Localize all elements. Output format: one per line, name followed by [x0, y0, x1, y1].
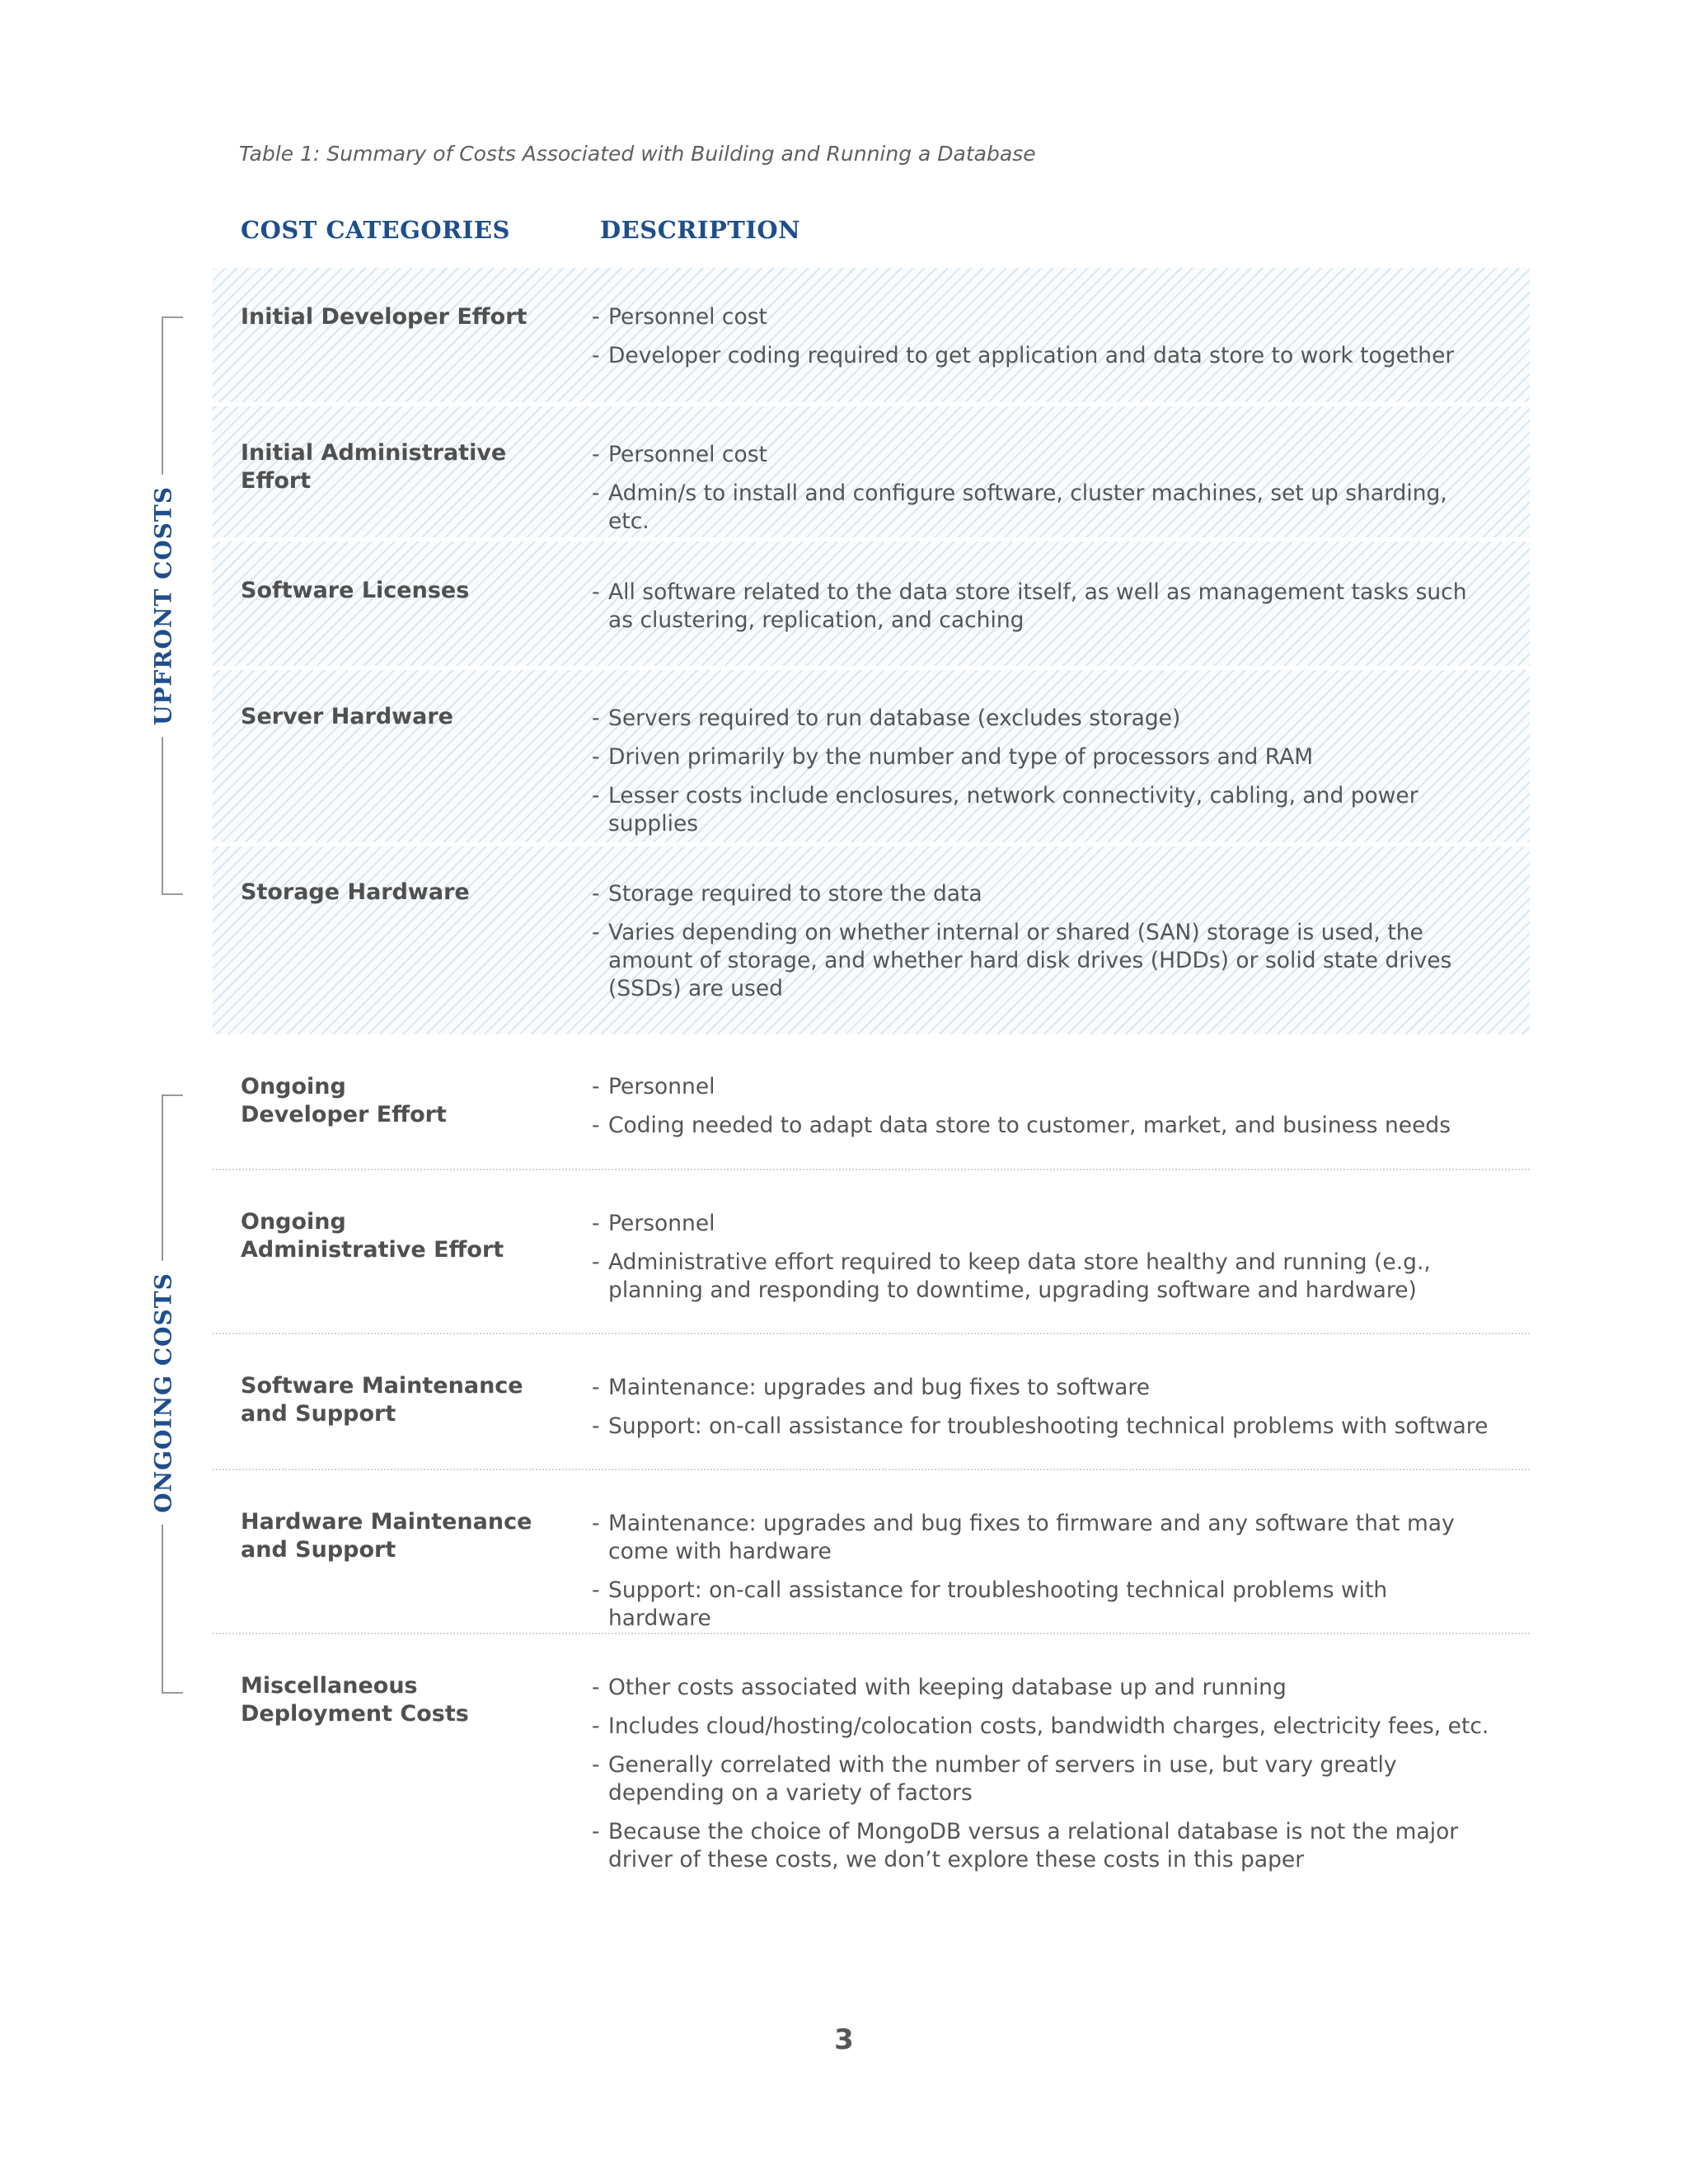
upfront-costs-label: UPFRONT COSTS — [150, 475, 177, 737]
category-ongoing-administrative-effort: Ongoing Administrative Effort — [241, 1209, 504, 1263]
description-software-maintenance-support — [592, 1374, 1490, 1451]
description-initial-administrative-effort — [592, 441, 1490, 546]
category-ongoing-developer-effort: Ongoing Developer Effort — [241, 1074, 447, 1127]
ongoing-bracket-bottom — [162, 1692, 183, 1694]
category-hardware-maintenance-support: Hardware Maintenance and Support — [241, 1509, 532, 1563]
description-hardware-maintenance-support — [592, 1510, 1490, 1643]
category-miscellaneous-deployment-costs: Miscellaneous Deployment Costs — [241, 1673, 469, 1727]
list-item: - All software related to the data store itself, as well as management tasks such as clustering, replication, and caching — [592, 579, 1467, 633]
list-item: - Servers required to run database (excludes storage) — [592, 705, 1181, 731]
list-item: - Includes cloud/hosting/colocation costs, bandwidth charges, electricity fees, etc. — [592, 1713, 1489, 1739]
row-separator — [213, 1333, 1530, 1334]
list-item: - Because the choice of MongoDB versus a relational database is not the major driver of these costs, we don’t explore these costs in this paper — [592, 1819, 1459, 1872]
hatch-divider — [213, 402, 1530, 406]
ongoing-costs-label: ONGOING COSTS — [150, 1261, 177, 1525]
description-miscellaneous-deployment-costs — [592, 1674, 1490, 1885]
list-item: - Coding needed to adapt data store to customer, market, and business needs — [592, 1113, 1451, 1138]
description-ongoing-administrative-effort — [592, 1210, 1490, 1315]
list-item: - Generally correlated with the number of servers in use, but vary greatly depending on a variety of factors — [592, 1752, 1397, 1806]
hatch-divider — [213, 666, 1530, 670]
page-number: 3 — [834, 2023, 854, 2056]
upfront-bracket-bottom — [162, 893, 183, 895]
list-item: - Personnel — [592, 1074, 715, 1099]
list-item: - Maintenance: upgrades and bug fixes to software — [592, 1375, 1151, 1400]
description-ongoing-developer-effort — [592, 1073, 1490, 1151]
list-item: - Developer coding required to get application and data store to work together — [592, 343, 1455, 368]
table-caption: Table 1: Summary of Costs Associated with Building and Running a Database — [239, 142, 1036, 166]
description-software-licenses — [592, 579, 1490, 645]
description-server-hardware — [592, 705, 1490, 849]
list-item: - Lesser costs include enclosures, network connectivity, cabling, and power supplies — [592, 783, 1418, 837]
list-item: - Varies depending on whether internal or shared (SAN) storage is used, the amount of storage, and whether hard disk drives (HDDs) or solid state drives (SSDs) are used — [592, 920, 1452, 1001]
row-separator — [213, 1169, 1530, 1170]
list-item: - Driven primarily by the number and type of processors and RAM — [592, 744, 1314, 770]
list-item: - Admin/s to install and configure software, cluster machines, set up sharding, etc. — [592, 480, 1447, 534]
category-storage-hardware: Storage Hardware — [241, 879, 470, 905]
category-initial-developer-effort: Initial Developer Effort — [241, 304, 528, 330]
list-item: - Maintenance: upgrades and bug fixes to firmware and any software that may come with hardware — [592, 1511, 1455, 1564]
row-separator — [213, 1469, 1530, 1470]
header-description: DESCRIPTION — [600, 216, 801, 244]
upfront-bracket-top — [162, 316, 183, 318]
list-item: - Personnel cost — [592, 304, 767, 330]
ongoing-bracket-top — [162, 1094, 183, 1096]
category-software-licenses: Software Licenses — [241, 578, 470, 603]
category-software-maintenance-support: Software Maintenance and Support — [241, 1373, 523, 1427]
list-item: - Support: on-call assistance for troubleshooting technical problems with software — [592, 1413, 1489, 1439]
description-initial-developer-effort — [592, 303, 1490, 381]
list-item: - Storage required to store the data — [592, 881, 982, 907]
list-item: - Support: on-call assistance for troubleshooting technical problems with hardware — [592, 1577, 1388, 1631]
list-item: - Personnel cost — [592, 442, 767, 467]
list-item: - Other costs associated with keeping database up and running — [592, 1675, 1287, 1700]
header-cost-categories: COST CATEGORIES — [241, 216, 510, 244]
row-separator — [213, 1633, 1530, 1634]
list-item: - Administrative effort required to keep data store healthy and running (e.g., planning and responding to downtime, upgrading software and hardware) — [592, 1249, 1431, 1303]
category-initial-administrative-effort: Initial Administrative Effort — [241, 440, 507, 494]
list-item: - Personnel — [592, 1211, 715, 1236]
description-storage-hardware — [592, 880, 1490, 1014]
category-server-hardware: Server Hardware — [241, 704, 453, 729]
